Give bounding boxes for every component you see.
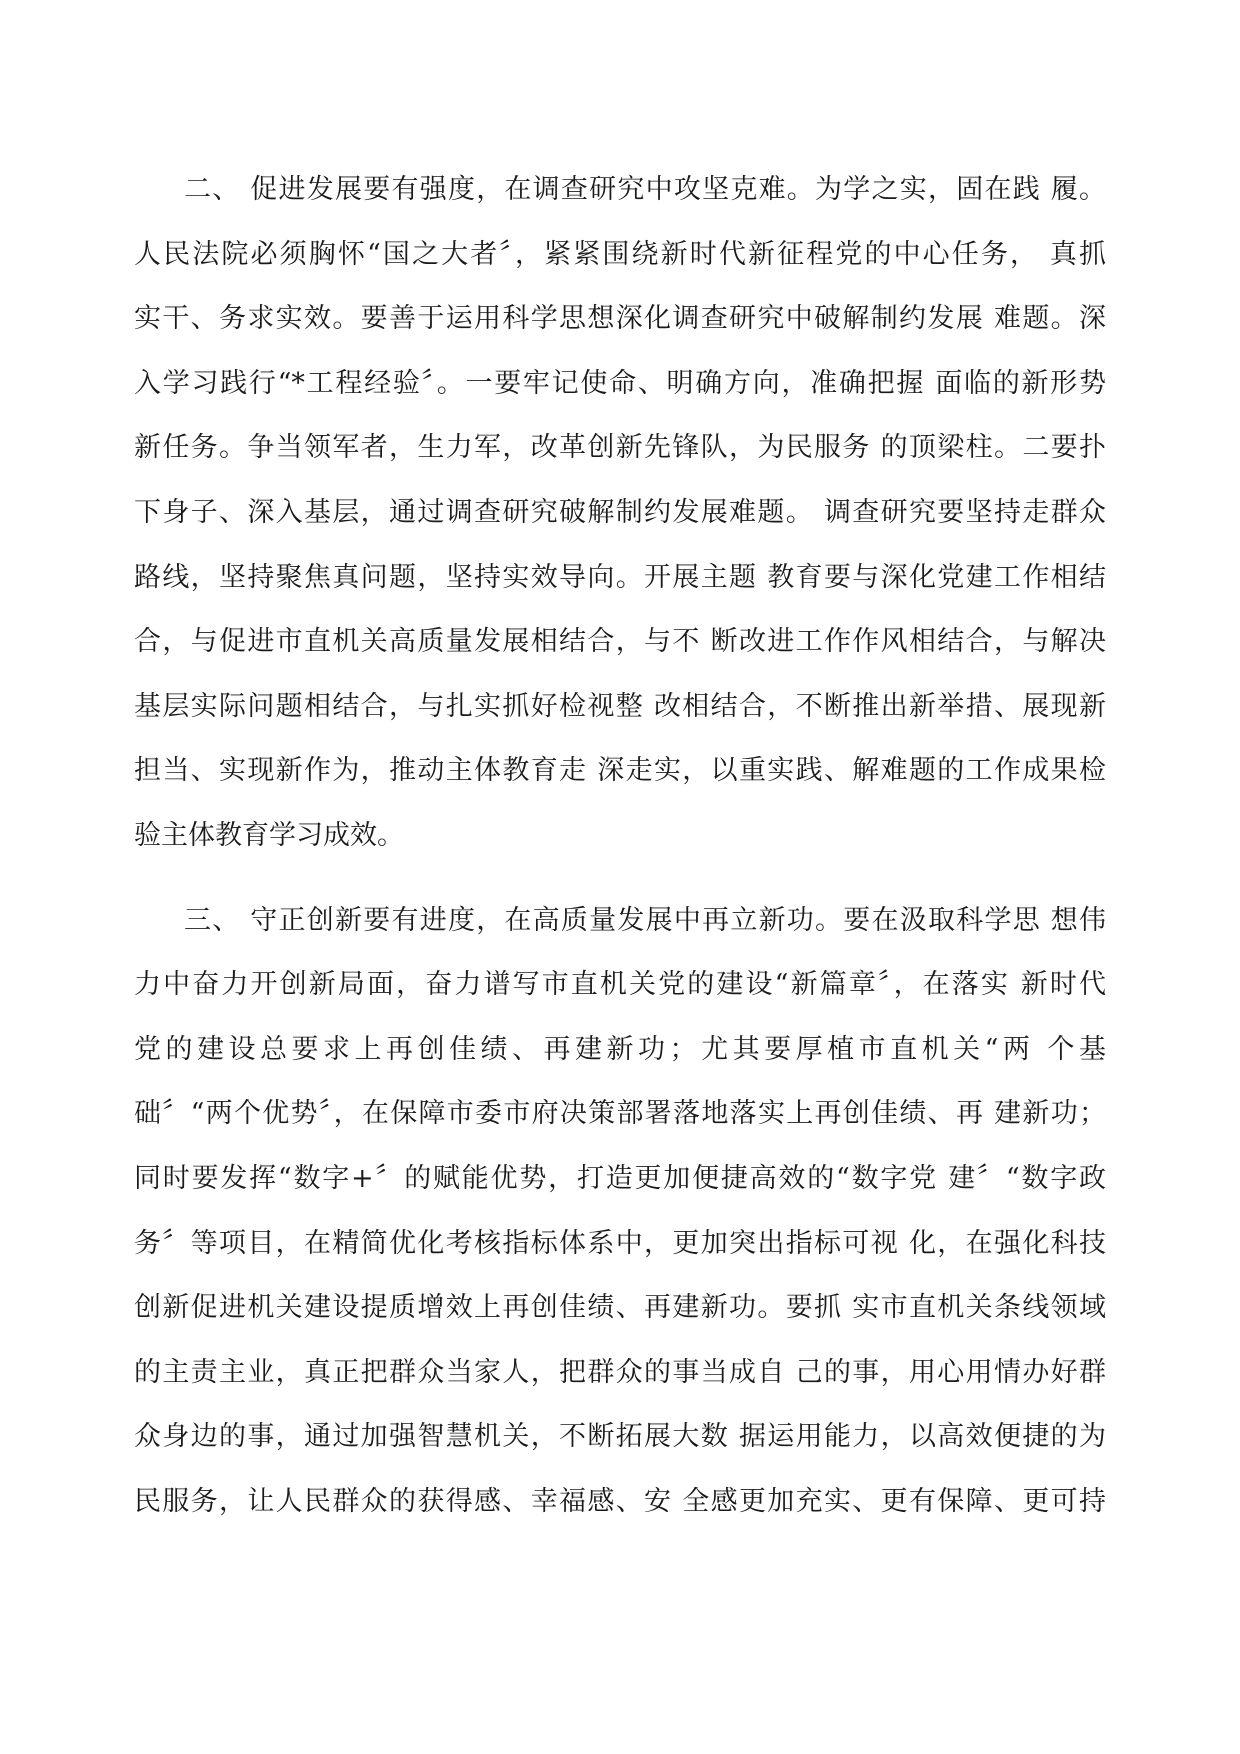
paragraph-line: 创新促进机关建设提质增效上再创佳绩、再建新功。要抓 实市直机关条线领域 [134, 1292, 1106, 1324]
paragraph-line: 合，与促进市直机关高质量发展相结合，与不 断改进工作作风相结合，与解决 [134, 626, 1106, 658]
paragraph-line: 务〞等项目，在精简优化考核指标体系中，更加突出指标可视 化，在强化科技 [134, 1227, 1106, 1259]
paragraph-line: 担当、实现新作为，推动主体教育走 深走实，以重实践、解难题的工作成果检 [134, 755, 1106, 787]
paragraph-line: 础〞“两个优势〞，在保障市委市府决策部署落地落实上再创佳绩、再 建新功； [134, 1098, 1106, 1130]
paragraph-line: 同时要发挥“数字+〞的赋能优势，打造更加便捷高效的“数字党 建〞“数字政 [134, 1162, 1106, 1194]
paragraph-line: 新任务。争当领军者，生力军，改革创新先锋队，为民服务 的顶梁柱。二要扑 [134, 432, 1106, 464]
paragraph-2 [134, 158, 1106, 869]
paragraph-line: 人民法院必须胸怀“国之大者〞，紧紧围绕新时代新征程党的中心任务， 真抓 [134, 238, 1106, 270]
paragraph-line: 验主体教育学习成效。 [134, 819, 404, 851]
paragraph-line: 入学习践行“*工程经验〞。一要牢记使命、明确方向，准确把握 面临的新形势 [134, 367, 1106, 399]
paragraph-line: 党的建设总要求上再创佳绩、再建新功；尤其要厚植市直机关“两 个基 [134, 1033, 1106, 1065]
paragraph-line: 民服务，让人民群众的获得感、幸福感、安 全感更加充实、更有保障、更可持 [134, 1485, 1106, 1517]
paragraph-3 [134, 889, 1106, 1535]
paragraph-line: 力中奋力开创新局面，奋力谱写市直机关党的建设“新篇章〞，在落实 新时代 [134, 969, 1106, 1001]
paragraph-line: 三、 守正创新要有进度，在高质量发展中再立新功。要在汲取科学思 想伟 [184, 904, 1106, 936]
paragraph-line: 路线，坚持聚焦真问题，坚持实效导向。开展主题 教育要与深化党建工作相结 [134, 561, 1106, 593]
paragraph-line: 下身子、深入基层，通过调查研究破解制约发展难题。 调查研究要坚持走群众 [134, 496, 1106, 528]
document-body [134, 158, 1106, 1534]
paragraph-line: 的主责主业，真正把群众当家人，把群众的事当成自 己的事，用心用情办好群 [134, 1356, 1106, 1388]
paragraph-line: 二、 促进发展要有强度，在调查研究中攻坚克难。为学之实，固在践 履。 [184, 174, 1106, 205]
paragraph-line: 众身边的事，通过加强智慧机关，不断拓展大数 据运用能力，以高效便捷的为 [134, 1421, 1106, 1453]
paragraph-spacer [134, 869, 1106, 889]
paragraph-line: 基层实际问题相结合，与扎实抓好检视整 改相结合，不断推出新举措、展现新 [134, 690, 1106, 722]
paragraph-line: 实干、务求实效。要善于运用科学思想深化调查研究中破解制约发展 难题。深 [134, 303, 1106, 335]
